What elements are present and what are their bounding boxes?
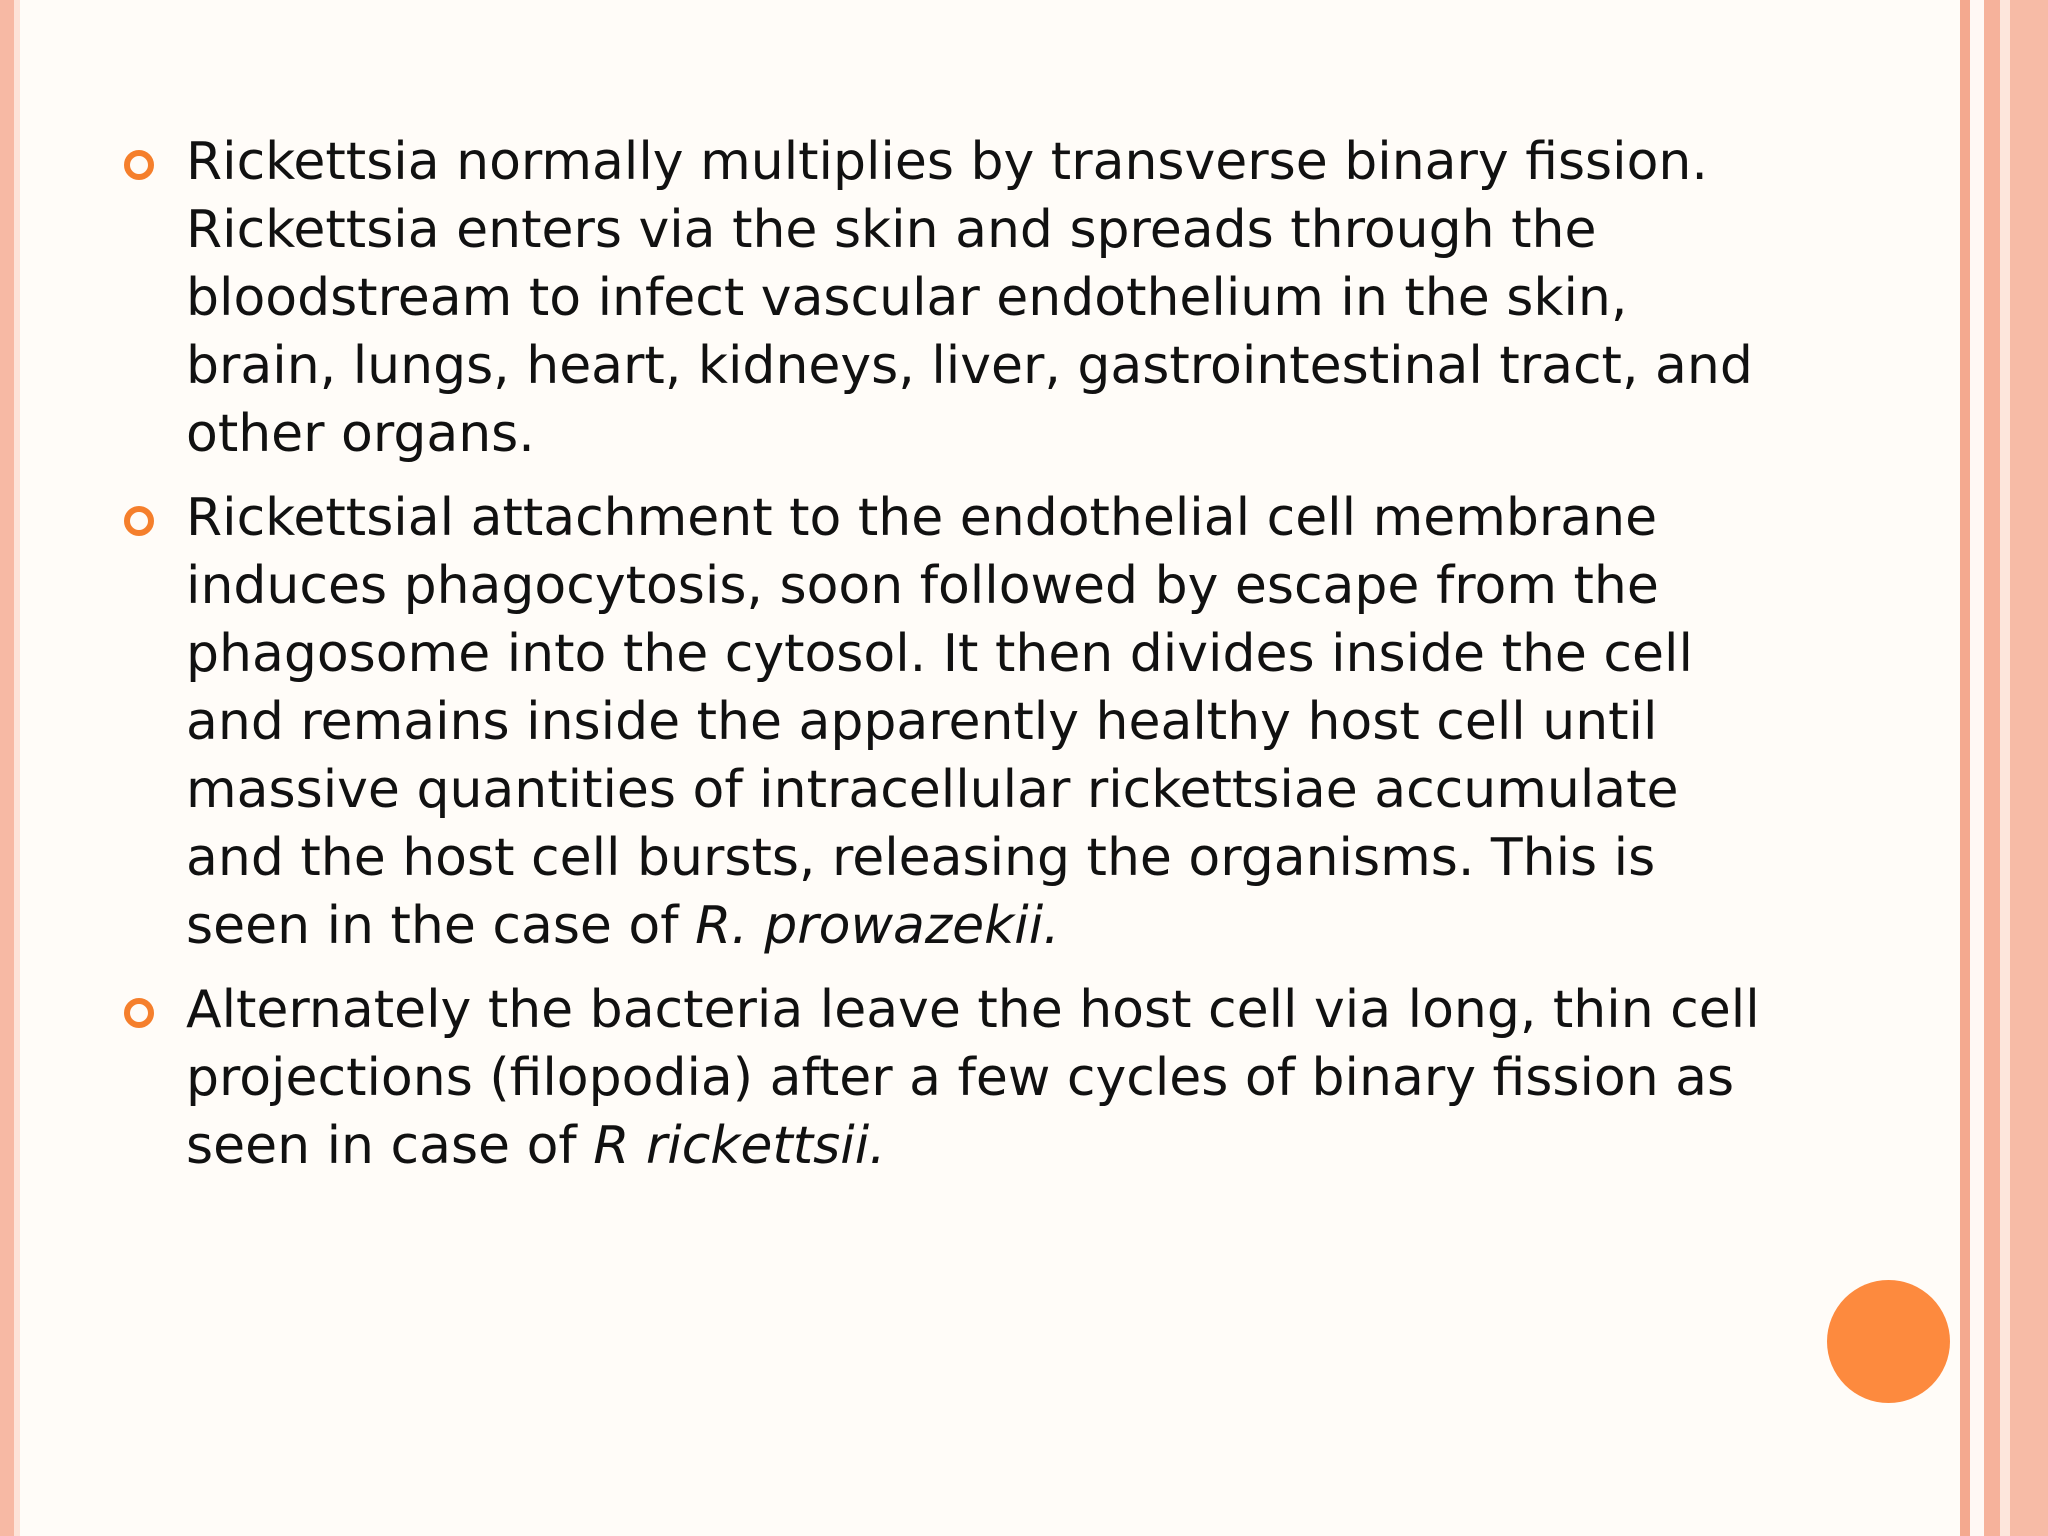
species-name: R. prowazekii. [695,896,1060,956]
left-border-inner-decoration [14,0,20,1536]
species-name: R rickettsii. [593,1116,886,1176]
bullet-text: Rickettsial attachment to the endothelial cell membrane induces phagocytosis, soon followed by escape from the phagosome into the cytosol. It then divides inside the cell and remains inside the apparently healthy host cell until massive quantities of intracellular rickettsiae accumulate and the host cell bursts, releasing the organisms. This is seen in the case of [186,488,1693,956]
bullet-ring-icon [124,150,154,180]
decorative-circle-icon [1827,1280,1950,1403]
bullet-item-fission [120,128,1760,468]
right-border-stripe [1984,0,2000,1536]
bullet-text: Alternately the bacteria leave the host cell via long, thin cell projections (filopodia) after a few cycles of binary fission as seen in case of [186,980,1760,1176]
bullet-ring-icon [124,506,154,536]
right-border-stripe [2010,0,2048,1536]
right-border-stripe [1960,0,1970,1536]
bullet-list [120,128,1760,1180]
bullet-text: Rickettsia normally multiplies by transverse binary fission. Rickettsia enters via the skin and spreads through the bloodstream to infect vascular endothelium in the skin, brain, lungs, heart, kidneys, liver, gastrointestinal tract, and other organs. [186,132,1753,464]
left-border-decoration [0,0,14,1536]
slide-body [120,128,1760,1196]
bullet-item-filopodia [120,976,1760,1180]
bullet-ring-icon [124,998,154,1028]
bullet-item-attachment [120,484,1760,960]
right-border-stripe [2000,0,2010,1536]
right-border-stripe [1970,0,1984,1536]
